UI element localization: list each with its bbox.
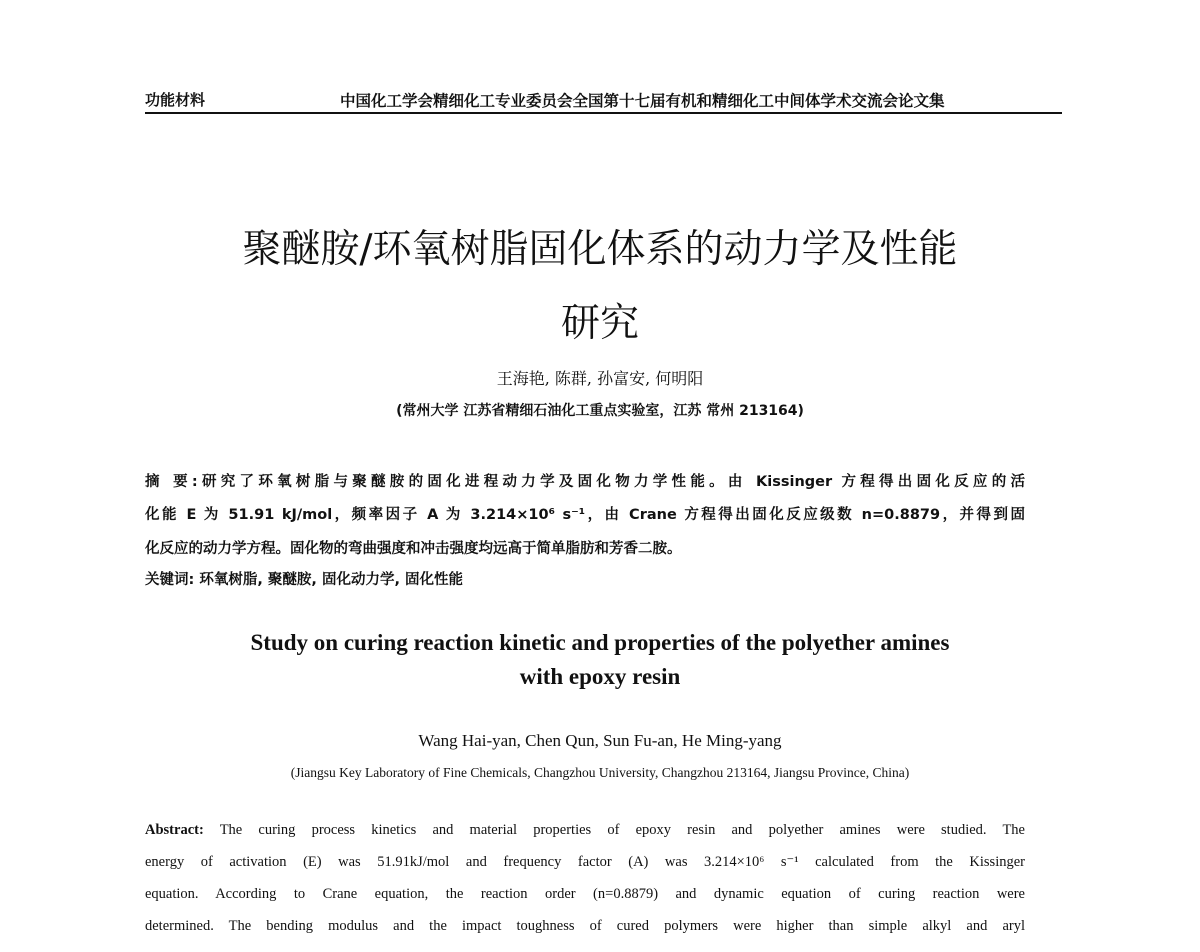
running-header-proceedings: 中国化工学会精细化工专业委员会全国第十七届有机和精细化工中间体学术交流会论文集 [340,92,945,110]
running-header-section: 功能材料 [145,91,206,109]
english-abstract-line: equation. According to Crane equation, the reaction order (n=0.8879) and dynamic equation of curing reaction were [145,886,1025,902]
chinese-keywords: 关键词: 环氧树脂, 聚醚胺, 固化动力学, 固化性能 [145,572,464,588]
chinese-affiliation: (常州大学 江苏省精细石油化工重点实验室，江苏 常州 213164) [396,403,804,419]
chinese-title-line2: 研究 [560,301,639,346]
english-abstract-line: energy of activation (E) was 51.91kJ/mol and frequency factor (A) was 3.214×10⁶ s⁻¹ calculated from the Kissinger [145,854,1025,870]
english-abstract-line: determined. The bending modulus and the impact toughness of cured polymers were higher than simple alkyl and aryl [145,918,1025,934]
chinese-authors: 王海艳, 陈群, 孙富安, 何明阳 [496,369,704,388]
chinese-abstract-label: 摘 要: [145,474,198,490]
chinese-keywords-label: 关键词: [145,572,195,588]
chinese-title-line1: 聚醚胺/环氧树脂固化体系的动力学及性能 [242,227,958,272]
english-abstract-label: Abstract: [145,822,204,838]
english-affiliation: (Jiangsu Key Laboratory of Fine Chemicals, Changzhou University, Changzhou 213164, Jiangsu Province, China) [290,765,910,780]
chinese-abstract-line: 摘 要:研究了环氧树脂与聚醚胺的固化进程动力学及固化物力学性能。由 Kissinger 方程得出固化反应的活 [145,474,1025,490]
english-title-line1: Study on curing reaction kinetic and properties of the polyether amines [250,630,950,655]
header-rule [145,112,1062,114]
chinese-abstract-line: 化反应的动力学方程。固化物的弯曲强度和冲击强度均远高于简单脂肪和芳香二胺。 [145,541,682,557]
english-authors: Wang Hai-yan, Chen Qun, Sun Fu-an, He Ming-yang [418,731,782,750]
english-title-line2: with epoxy resin [519,664,681,689]
english-abstract-line: Abstract: The curing process kinetics and material properties of epoxy resin and polyether amines were studied. The [145,822,1025,838]
chinese-abstract-line: 化能 E 为 51.91 kJ/mol，频率因子 A 为 3.214×10⁶ s⁻¹，由 Crane 方程得出固化反应级数 n=0.8879，并得到固 [145,507,1025,523]
